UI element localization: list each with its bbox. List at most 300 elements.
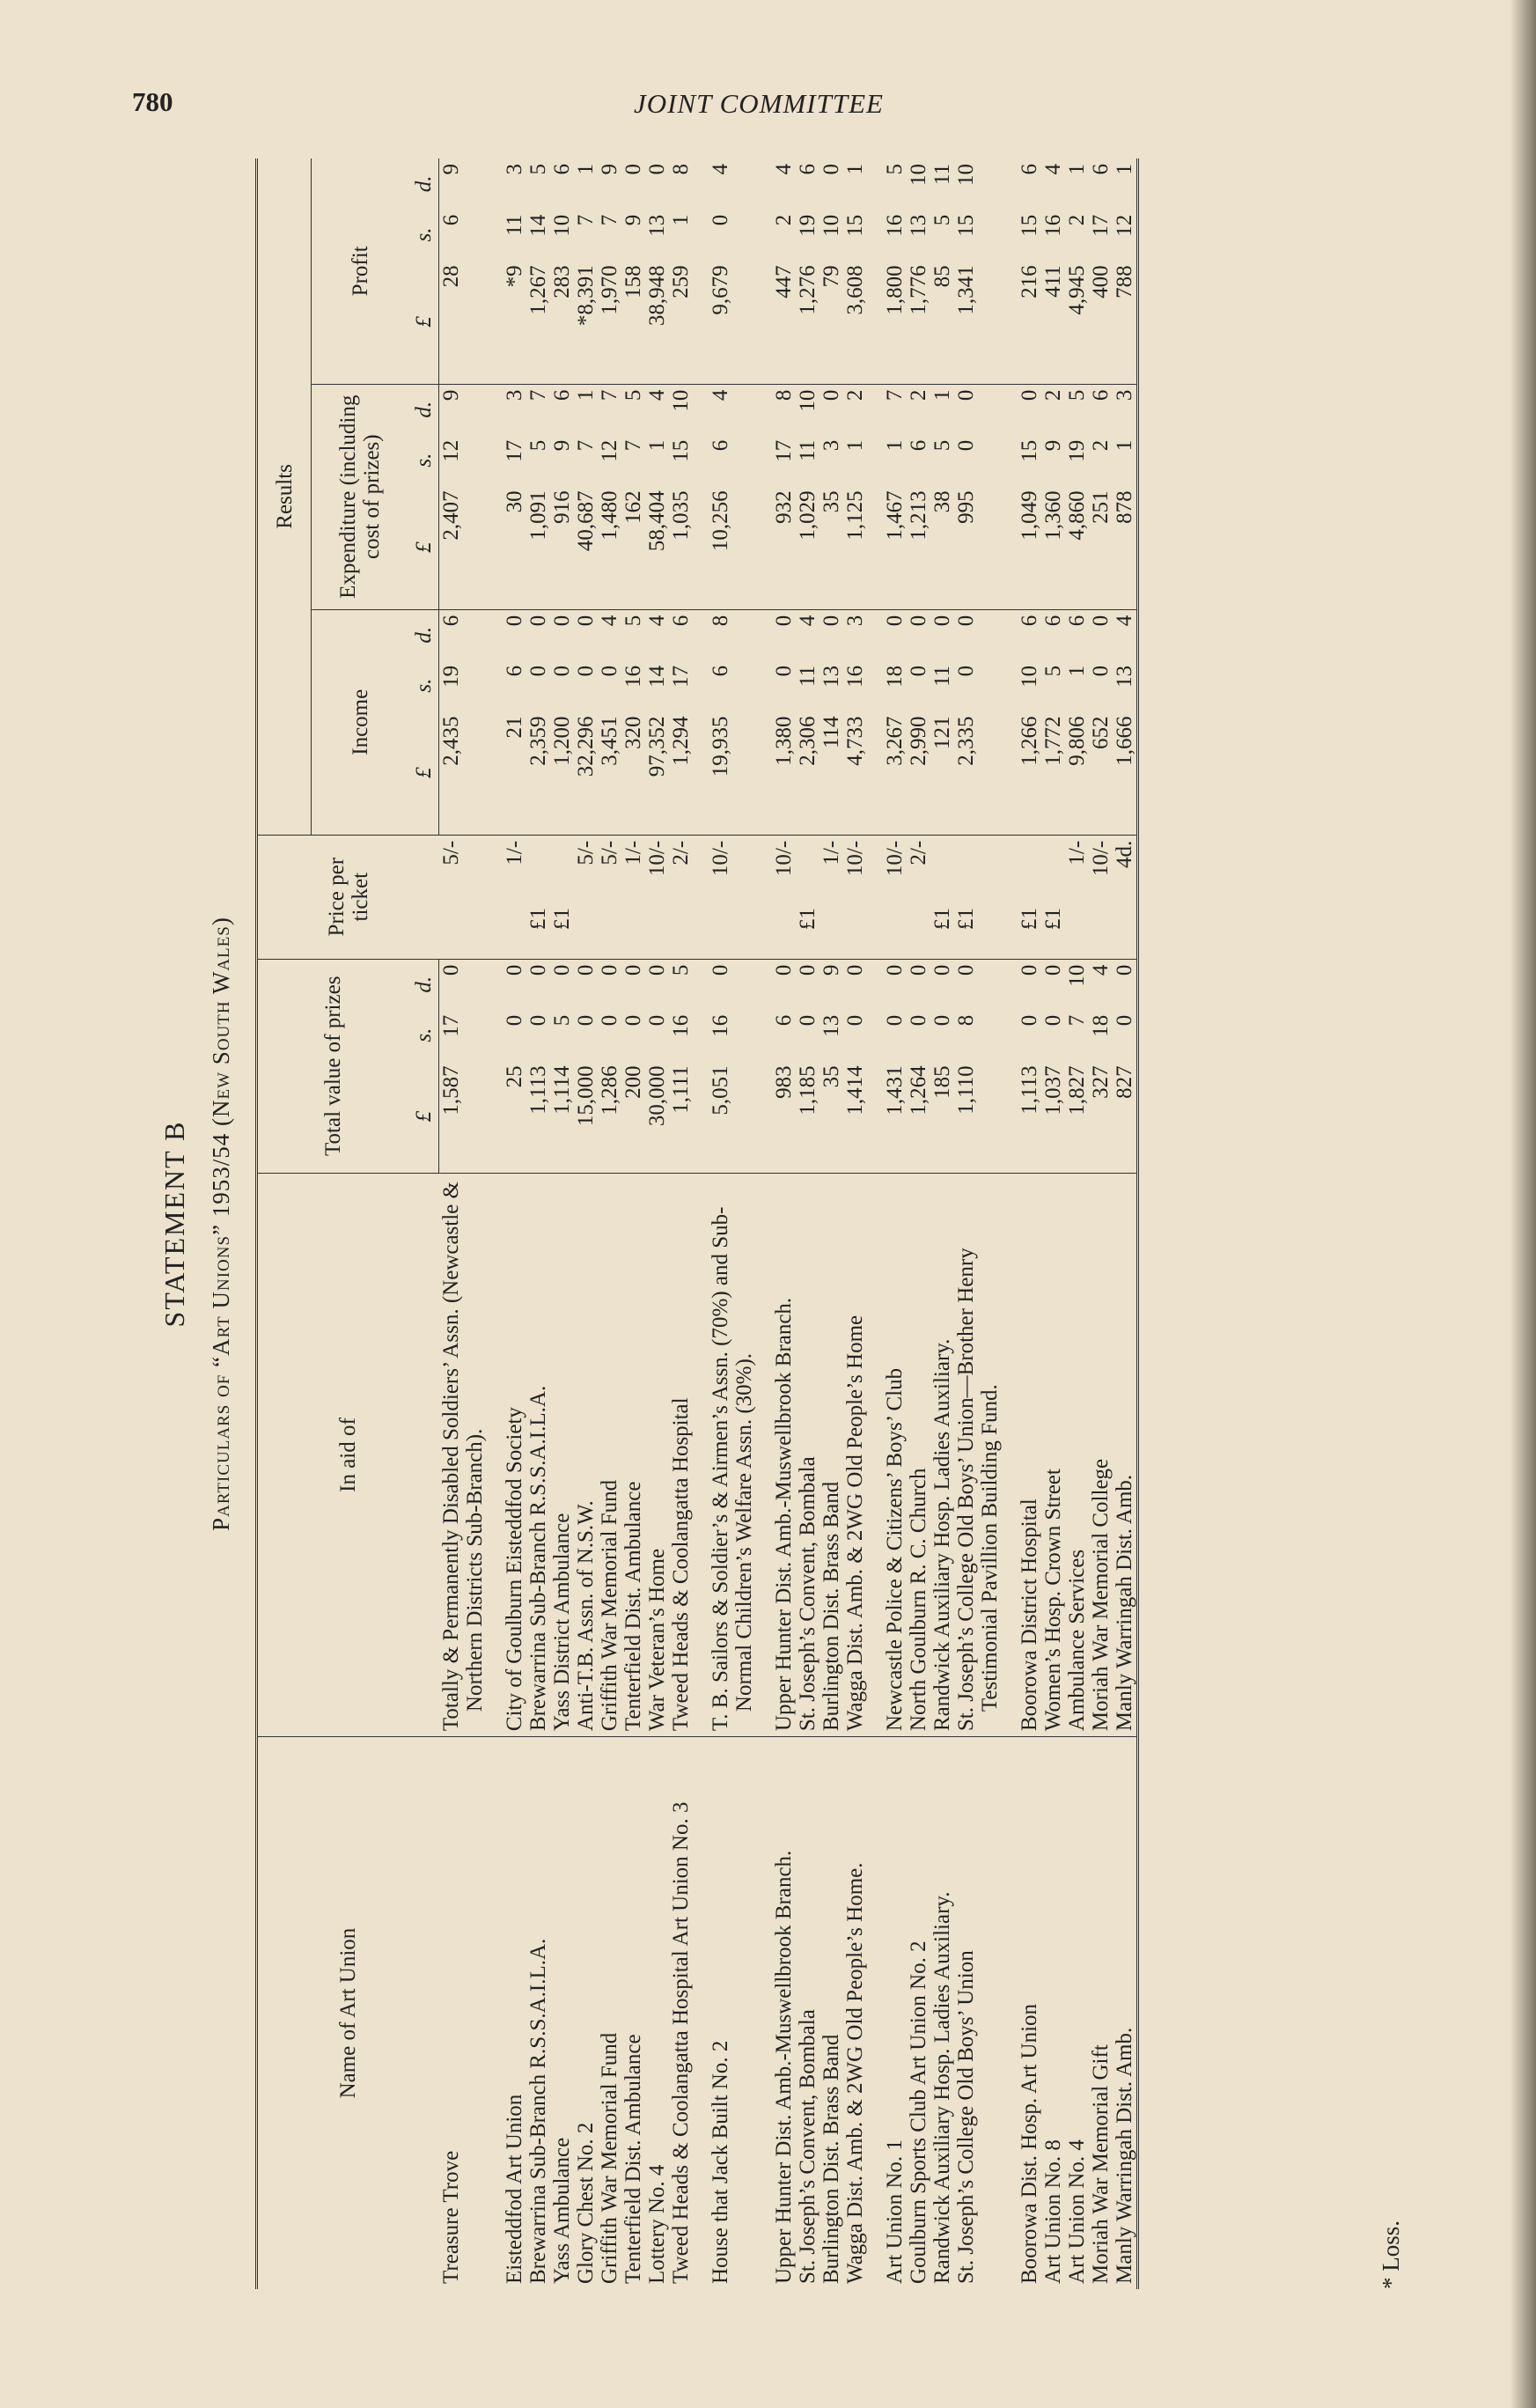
- cell-inc-s: 18: [882, 665, 907, 688]
- cell-pro-d: 5: [525, 164, 550, 175]
- cell-aid: Newcastle Police & Citizens’ Boys’ Club: [883, 1173, 907, 1736]
- cell-prize-l: 200: [621, 1060, 645, 1173]
- cell-pro-s: 15: [1017, 214, 1041, 237]
- cell-price-l: [503, 902, 526, 959]
- cell-name: Tweed Heads & Coolangatta Hospital Art Union No. 3: [668, 1801, 693, 2284]
- cell-prize-l: 35: [819, 1060, 843, 1173]
- cell-prize-s: 13: [819, 1014, 843, 1037]
- cell-pro-s: 2: [771, 214, 796, 226]
- cell-pro-d: 6: [1017, 164, 1041, 175]
- cell-price: 10/-: [644, 840, 669, 877]
- cell-inc-l: 3,267: [883, 711, 907, 835]
- header-prizes: Total value of prizes: [257, 959, 409, 1173]
- cell-pro-l: 1,276: [796, 260, 819, 384]
- cell-prize-d: 4: [1088, 964, 1113, 976]
- cell-inc-s: 11: [795, 665, 819, 687]
- cell-prize-d: 0: [573, 964, 598, 976]
- cell-inc-d: 0: [953, 615, 978, 627]
- cell-inc-d: 4: [795, 615, 819, 627]
- table-row: [645, 158, 669, 2289]
- table-row: [954, 158, 1002, 2289]
- cell-inc-d: 0: [819, 615, 843, 627]
- header-expenditure: Expenditure (including cost of prizes): [312, 384, 409, 609]
- cell-price: 10/-: [1088, 840, 1113, 877]
- cell-name: Griffith War Memorial Fund: [597, 2032, 621, 2284]
- cell-inc-s: 10: [1017, 665, 1041, 688]
- cell-exp-d: 1: [930, 389, 954, 401]
- cell-pro-d: 0: [621, 164, 645, 175]
- cell-exp-l: 995: [954, 485, 1002, 609]
- cell-exp-s: 15: [668, 439, 693, 462]
- cell-pro-l: 1,267: [526, 260, 550, 384]
- table-row: [1113, 158, 1138, 2289]
- cell-exp-d: 4: [708, 389, 732, 401]
- cell-exp-l: 1,213: [907, 485, 930, 609]
- cell-inc-s: 0: [1088, 665, 1113, 677]
- footnote: * Loss.: [1378, 2220, 1404, 2289]
- cell-price: 1/-: [621, 840, 645, 865]
- cell-prize-s: 0: [795, 1014, 819, 1027]
- cell-inc-s: 0: [953, 665, 978, 677]
- cell-prize-l: 185: [930, 1060, 954, 1173]
- cell-price: [954, 835, 1002, 902]
- cell-pro-s: 13: [906, 214, 930, 237]
- cell-price: 1/-: [1064, 840, 1089, 865]
- cell-price-l: [669, 902, 693, 959]
- table-row: [709, 158, 756, 2289]
- cell-inc-s: 0: [906, 665, 930, 677]
- cell-inc-s: 11: [930, 665, 954, 687]
- cell-prize-d: 0: [1017, 964, 1041, 976]
- cell-prize-l: 1,113: [1018, 1060, 1041, 1173]
- cell-pro-s: 9: [621, 214, 645, 226]
- cell-price: 5/-: [597, 840, 621, 865]
- cell-exp-d: 2: [842, 389, 867, 401]
- table-row: [819, 158, 843, 2289]
- cell-inc-d: 0: [573, 615, 598, 627]
- cell-pro-l: 1,341: [954, 260, 1002, 384]
- cell-prize-d: 0: [795, 964, 819, 976]
- cell-name: Boorowa Dist. Hosp. Art Union: [1017, 2003, 1041, 2284]
- cell-aid: T. B. Sailors & Soldier’s & Airmen’s Assn. (70%) and Sub-Normal Children’s Welfare Assn. (30%).: [709, 1173, 756, 1736]
- cell-exp-s: 6: [906, 439, 930, 452]
- cell-pro-s: 16: [1040, 214, 1065, 237]
- cell-name: Eisteddfod Art Union: [502, 2094, 526, 2284]
- cell-aid: Ambulance Services: [1065, 1173, 1089, 1736]
- cell-inc-l: 4,733: [843, 711, 867, 835]
- cell-inc-d: 0: [882, 615, 907, 627]
- unit-pence: d.: [408, 959, 439, 1010]
- cell-price-l: [883, 902, 907, 959]
- cell-pro-d: 0: [819, 164, 843, 175]
- cell-pro-l: 4,945: [1065, 260, 1089, 384]
- cell-inc-d: 4: [644, 615, 669, 627]
- cell-inc-d: 6: [1064, 615, 1089, 627]
- cell-pro-s: 11: [502, 214, 526, 236]
- cell-price-l: [574, 902, 598, 959]
- cell-exp-l: 10,256: [709, 485, 756, 609]
- cell-exp-d: 2: [906, 389, 930, 401]
- cell-prize-d: 0: [953, 964, 978, 976]
- cell-exp-d: 5: [621, 389, 645, 401]
- cell-name: Burlington Dist. Brass Band: [819, 2034, 843, 2284]
- cell-prize-d: 0: [842, 964, 867, 976]
- cell-price: [1018, 835, 1041, 902]
- cell-exp-l: 4,860: [1065, 485, 1089, 609]
- cell-prize-l: 827: [1113, 1060, 1138, 1173]
- cell-price-l: [772, 902, 796, 959]
- cell-inc-l: 19,935: [709, 711, 756, 835]
- cell-exp-d: 0: [953, 389, 978, 401]
- cell-inc-d: 5: [621, 615, 645, 627]
- cell-exp-l: 932: [772, 485, 796, 609]
- cell-pro-d: 6: [549, 164, 574, 175]
- cell-exp-d: 10: [795, 389, 819, 412]
- cell-aid: Tweed Heads & Coolangatta Hospital: [669, 1173, 693, 1736]
- cell-prize-l: 1,113: [526, 1060, 550, 1173]
- cell-inc-l: 1,666: [1113, 711, 1138, 835]
- unit-pence: d.: [408, 158, 439, 210]
- cell-price-l: [621, 902, 645, 959]
- table-row: [796, 158, 819, 2289]
- cell-pro-d: 9: [597, 164, 621, 175]
- cell-exp-s: 0: [953, 439, 978, 452]
- cell-pro-d: 9: [439, 164, 463, 175]
- cell-prize-d: 0: [644, 964, 669, 976]
- cell-price: 10/-: [882, 840, 907, 877]
- cell-prize-l: 983: [772, 1060, 796, 1173]
- cell-exp-s: 12: [597, 439, 621, 462]
- cell-inc-s: 0: [771, 665, 796, 677]
- cell-pro-s: 0: [708, 214, 732, 226]
- cell-pro-s: 19: [795, 214, 819, 237]
- cell-exp-l: 30: [503, 485, 526, 609]
- cell-price-l: [1113, 902, 1138, 959]
- cell-pro-l: 216: [1018, 260, 1041, 384]
- cell-prize-d: 0: [771, 964, 796, 976]
- cell-price-l: [645, 902, 669, 959]
- row-spacer: [867, 158, 883, 2289]
- cell-exp-s: 3: [819, 439, 843, 452]
- cell-price-l: [439, 902, 487, 959]
- cell-pro-l: 3,608: [843, 260, 867, 384]
- cell-prize-l: 15,000: [574, 1060, 598, 1173]
- cell-aid: Burlington Dist. Brass Band: [819, 1173, 843, 1736]
- cell-price: [796, 835, 819, 902]
- cell-exp-l: 1,480: [598, 485, 621, 609]
- cell-prize-s: 18: [1088, 1014, 1113, 1037]
- table-row: [1089, 158, 1113, 2289]
- cell-inc-d: 6: [1017, 615, 1041, 627]
- cell-inc-s: 19: [439, 665, 463, 688]
- cell-prize-s: 0: [1113, 1010, 1138, 1061]
- cell-pro-l: 9,679: [709, 260, 756, 384]
- cell-inc-s: 6: [502, 665, 526, 677]
- cell-name: Lottery No. 4: [644, 2164, 669, 2284]
- cell-exp-l: 1,029: [796, 485, 819, 609]
- cell-prize-d: 5: [668, 964, 693, 976]
- cell-prize-s: 6: [771, 1014, 796, 1027]
- cell-exp-s: 12: [439, 439, 463, 462]
- page-number: 780: [132, 86, 173, 117]
- cell-prize-l: 1,587: [439, 1060, 487, 1173]
- running-head: JOINT COMMITTEE: [634, 88, 884, 119]
- cell-pro-l: 79: [819, 260, 843, 384]
- cell-exp-d: 3: [502, 389, 526, 401]
- table-row: [503, 158, 526, 2289]
- cell-inc-s: 13: [1113, 660, 1138, 711]
- cell-prize-s: 17: [439, 1014, 463, 1037]
- unit-shilling: s.: [408, 435, 439, 486]
- cell-pro-d: 6: [1088, 164, 1113, 175]
- cell-price-l: [843, 902, 867, 959]
- cell-aid: Tenterfield Dist. Ambulance: [621, 1173, 645, 1736]
- header-aid: In aid of: [257, 1173, 439, 1736]
- cell-prize-d: 0: [882, 964, 907, 976]
- cell-prize-d: 0: [502, 964, 526, 976]
- cell-exp-d: 2: [1040, 389, 1065, 401]
- cell-exp-s: 9: [1040, 439, 1065, 452]
- cell-inc-s: 6: [708, 665, 732, 677]
- table-row: [907, 158, 930, 2289]
- cell-pro-s: 16: [882, 214, 907, 237]
- cell-name: Brewarrina Sub-Branch R.S.S.A.I.L.A.: [525, 1938, 550, 2284]
- row-spacer: [1002, 158, 1018, 2289]
- cell-price-l: £1: [526, 902, 550, 959]
- cell-name: Art Union No. 4: [1064, 2139, 1089, 2284]
- cell-inc-s: 14: [644, 665, 669, 688]
- cell-pro-s: 12: [1113, 210, 1138, 261]
- cell-pro-s: 14: [525, 214, 550, 237]
- cell-name: Glory Chest No. 2: [573, 2122, 598, 2284]
- cell-pro-d: 11: [930, 164, 954, 186]
- cell-prize-l: 1,114: [550, 1060, 574, 1173]
- cell-price: 10/-: [771, 840, 796, 877]
- cell-pro-l: *8,391: [574, 260, 598, 384]
- row-spacer: [756, 158, 772, 2289]
- cell-name: Tenterfield Dist. Ambulance: [621, 2034, 645, 2284]
- cell-exp-d: 10: [668, 389, 693, 412]
- unit-pound: £: [408, 260, 439, 384]
- cell-price: 2/-: [668, 840, 693, 865]
- cell-prize-d: 0: [930, 964, 954, 976]
- cell-aid: Anti-T.B. Assn. of N.S.W.: [574, 1173, 598, 1736]
- header-results: Results: [257, 158, 312, 835]
- cell-prize-d: 0: [708, 964, 732, 976]
- cell-exp-d: 8: [771, 389, 796, 401]
- cell-pro-d: 3: [502, 164, 526, 175]
- cell-exp-s: 1: [882, 439, 907, 452]
- cell-prize-l: 327: [1089, 1060, 1113, 1173]
- cell-prize-s: 0: [1017, 1014, 1041, 1027]
- page-edge-shadow: [1510, 0, 1536, 2408]
- cell-exp-s: 5: [930, 439, 954, 452]
- cell-exp-l: 1,125: [843, 485, 867, 609]
- cell-prize-l: 1,431: [883, 1060, 907, 1173]
- cell-inc-d: 8: [708, 615, 732, 627]
- table-row: [772, 158, 796, 2289]
- header-price: Price per ticket: [257, 835, 439, 959]
- cell-inc-d: 6: [668, 615, 693, 627]
- cell-prize-s: 0: [882, 1014, 907, 1027]
- cell-pro-d: 4: [771, 164, 796, 175]
- cell-inc-s: 13: [819, 665, 843, 688]
- cell-prize-s: 0: [621, 1014, 645, 1027]
- cell-exp-d: 0: [819, 389, 843, 401]
- cell-pro-d: 1: [1113, 158, 1138, 210]
- cell-inc-l: 121: [930, 711, 954, 835]
- cell-pro-d: 1: [573, 164, 598, 175]
- cell-aid: Boorowa District Hospital: [1018, 1173, 1041, 1736]
- cell-inc-d: 4: [597, 615, 621, 627]
- cell-prize-s: 0: [573, 1014, 598, 1027]
- cell-prize-d: 0: [621, 964, 645, 976]
- cell-name: Moriah War Memorial Gift: [1088, 2044, 1113, 2284]
- cell-inc-s: 0: [549, 665, 574, 677]
- cell-price: [550, 835, 574, 902]
- cell-exp-l: 1,360: [1041, 485, 1065, 609]
- cell-prize-d: 0: [549, 964, 574, 976]
- cell-prize-l: 1,110: [954, 1060, 1002, 1173]
- cell-exp-d: 4: [644, 389, 669, 401]
- cell-pro-l: 158: [621, 260, 645, 384]
- cell-name: St. Joseph’s Convent, Bombala: [795, 2009, 819, 2284]
- cell-inc-l: 2,306: [796, 711, 819, 835]
- cell-pro-d: 5: [882, 164, 907, 175]
- cell-inc-s: 17: [668, 665, 693, 688]
- unit-pence: d.: [408, 384, 439, 435]
- statement-subtitle: Particulars of “Art Unions” 1953/54 (New South Wales): [208, 917, 234, 1531]
- cell-pro-l: 283: [550, 260, 574, 384]
- cell-aid: Yass District Ambulance: [550, 1173, 574, 1736]
- cell-pro-s: 13: [644, 214, 669, 237]
- cell-pro-s: 6: [439, 214, 463, 226]
- cell-prize-l: 1,111: [669, 1060, 693, 1173]
- table-row: [598, 158, 621, 2289]
- cell-pro-l: 28: [439, 260, 487, 384]
- header-profit: Profit: [312, 158, 409, 384]
- cell-exp-s: 2: [1088, 439, 1113, 452]
- cell-inc-d: 0: [906, 615, 930, 627]
- cell-aid: North Goulburn R. C. Church: [907, 1173, 930, 1736]
- cell-exp-d: 7: [597, 389, 621, 401]
- cell-price-l: £1: [930, 902, 954, 959]
- cell-pro-d: 4: [708, 164, 732, 175]
- cell-price: 10/-: [708, 840, 732, 877]
- cell-prize-s: 0: [930, 1014, 954, 1027]
- cell-exp-d: 6: [549, 389, 574, 401]
- cell-aid: Brewarrina Sub-Branch R.S.S.A.I.L.A.: [526, 1173, 550, 1736]
- cell-pro-d: 4: [1040, 164, 1065, 175]
- cell-inc-s: 16: [842, 665, 867, 688]
- unit-shilling: s.: [408, 660, 439, 711]
- table-row: [843, 158, 867, 2289]
- table-row: [669, 158, 693, 2289]
- cell-prize-s: 0: [644, 1014, 669, 1027]
- cell-exp-l: 878: [1113, 485, 1138, 609]
- cell-pro-s: 2: [1064, 214, 1089, 226]
- cell-price: [930, 835, 954, 902]
- cell-inc-s: 5: [1040, 665, 1065, 677]
- cell-prize-s: 0: [1040, 1014, 1065, 1027]
- cell-pro-d: 6: [795, 164, 819, 175]
- cell-pro-l: 1,800: [883, 260, 907, 384]
- cell-name: Upper Hunter Dist. Amb.-Muswellbrook Branch.: [771, 1850, 796, 2284]
- cell-prize-s: 0: [502, 1014, 526, 1027]
- cell-exp-l: 40,687: [574, 485, 598, 609]
- cell-exp-l: 2,407: [439, 485, 487, 609]
- cell-price-l: £1: [796, 902, 819, 959]
- header-name: Name of Art Union: [257, 1737, 439, 2289]
- cell-prize-s: 16: [668, 1014, 693, 1037]
- cell-aid: Moriah War Memorial College: [1089, 1173, 1113, 1736]
- cell-prize-s: 7: [1064, 1014, 1089, 1027]
- cell-inc-d: 0: [549, 615, 574, 627]
- cell-prize-l: 25: [503, 1060, 526, 1173]
- cell-inc-s: 0: [597, 665, 621, 677]
- cell-inc-l: 21: [503, 711, 526, 835]
- cell-aid: Manly Warringah Dist. Amb.: [1113, 1173, 1138, 1736]
- cell-prize-l: 1,286: [598, 1060, 621, 1173]
- cell-inc-l: 9,806: [1065, 711, 1089, 835]
- cell-prize-d: 0: [1113, 959, 1138, 1010]
- table-body: [439, 158, 1138, 2289]
- cell-exp-s: 19: [1064, 439, 1089, 462]
- cell-inc-d: 0: [1088, 615, 1113, 627]
- cell-prize-s: 0: [906, 1014, 930, 1027]
- cell-exp-d: 5: [1064, 389, 1089, 401]
- cell-prize-l: 5,051: [709, 1060, 756, 1173]
- cell-price-l: £1: [550, 902, 574, 959]
- cell-inc-d: 0: [771, 615, 796, 627]
- unit-pence: d.: [408, 609, 439, 660]
- cell-name: Goulburn Sports Club Art Union No. 2: [906, 1940, 930, 2284]
- cell-inc-l: 1,294: [669, 711, 693, 835]
- cell-inc-s: 0: [525, 665, 550, 677]
- cell-aid: St. Joseph’s Convent, Bombala: [796, 1173, 819, 1736]
- cell-prize-d: 0: [906, 964, 930, 976]
- cell-aid: Wagga Dist. Amb. & 2WG Old People’s Home: [843, 1173, 867, 1736]
- table-row: [883, 158, 907, 2289]
- cell-prize-s: 0: [525, 1014, 550, 1027]
- cell-exp-s: 5: [525, 439, 550, 452]
- cell-inc-l: 1,380: [772, 711, 796, 835]
- cell-inc-l: 2,435: [439, 711, 487, 835]
- cell-price: 1/-: [819, 840, 843, 865]
- cell-prize-d: 0: [1040, 964, 1065, 976]
- statement-title: STATEMENT B: [158, 1120, 190, 1328]
- cell-exp-s: 1: [842, 439, 867, 452]
- cell-exp-s: 7: [621, 439, 645, 452]
- cell-pro-d: 1: [1064, 164, 1089, 175]
- cell-name: Art Union No. 1: [882, 2139, 907, 2284]
- table-row: [1065, 158, 1089, 2289]
- unit-shilling: s.: [408, 1010, 439, 1061]
- cell-exp-s: 6: [708, 439, 732, 452]
- cell-pro-s: 5: [930, 214, 954, 226]
- cell-pro-s: 15: [953, 214, 978, 237]
- cell-inc-s: 16: [621, 665, 645, 688]
- cell-prize-l: 1,264: [907, 1060, 930, 1173]
- cell-exp-l: 1,035: [669, 485, 693, 609]
- cell-inc-l: 652: [1089, 711, 1113, 835]
- cell-price-l: [709, 902, 756, 959]
- cell-prize-d: 10: [1064, 964, 1089, 987]
- table-row: [439, 158, 487, 2289]
- cell-pro-s: 17: [1088, 214, 1113, 237]
- unit-pound: £: [408, 485, 439, 609]
- cell-aid: City of Goulburn Eisteddfod Society: [503, 1173, 526, 1736]
